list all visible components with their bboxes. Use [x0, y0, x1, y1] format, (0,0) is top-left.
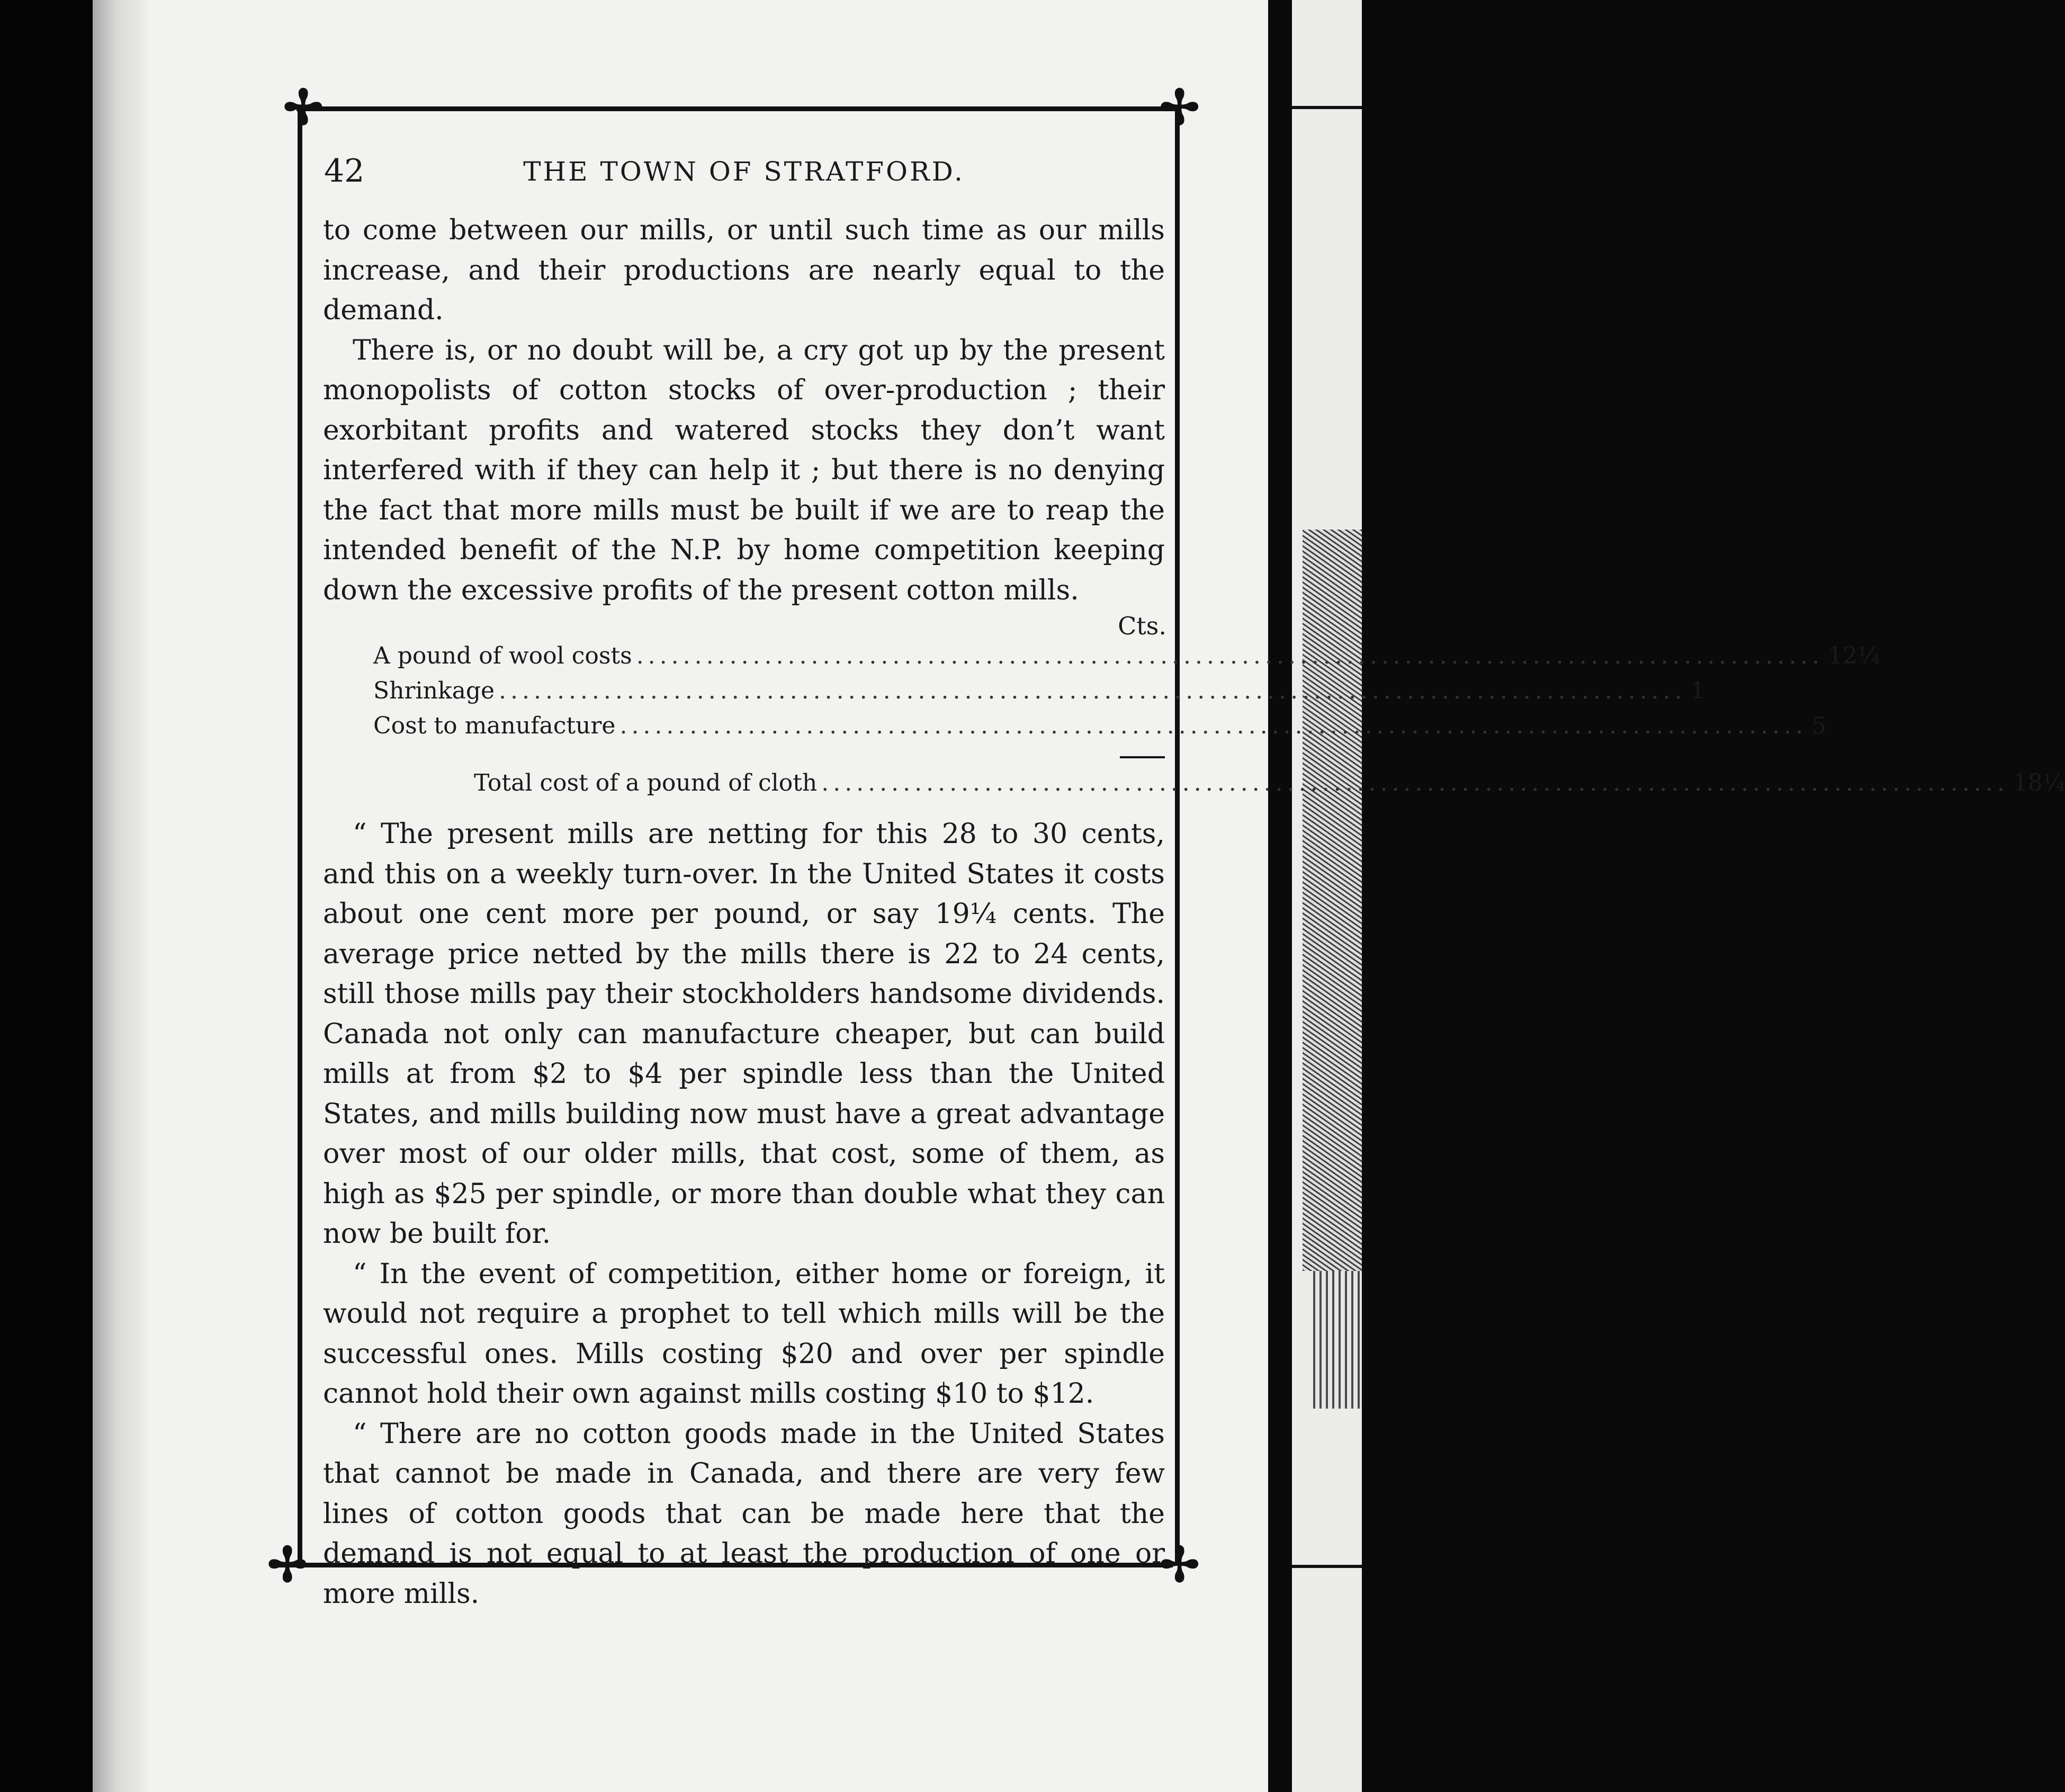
cost-row [373, 712, 1827, 739]
dot-leader: ...................................................................................................... [620, 712, 1808, 739]
page-number: 42 [324, 153, 365, 190]
cost-total-value: 18¼ [2013, 769, 2065, 796]
adjacent-page-fence-engraving [1313, 1271, 1362, 1409]
cost-total-row [474, 769, 2065, 796]
cost-row-label: A pound of wool costs [373, 642, 632, 669]
adjacent-page-fragment [1292, 0, 1362, 1792]
frame-right-rule [1175, 106, 1180, 1565]
adjacent-page-rule-top [1292, 106, 1362, 109]
quoted-paragraph: “ There are no cotton goods made in the United States that cannot be made in Canada, and there are very few lines of cotton goods that can be made here that the demand is not equal to at least the production of one or more mills. [323, 1418, 1165, 1610]
frame-top-rule [297, 106, 1180, 111]
adjacent-page-rule-bottom [1292, 1565, 1362, 1568]
quoted-paragraph: “ In the event of competition, either home or foreign, it would not require a prophet to tell which mills will be the successful ones. Mills costing $20 and over per spindle cannot hold their own against mills costing $10 to $12. [323, 1258, 1165, 1410]
paragraph: There is, or no doubt will be, a cry got up by the present monopolists of cotton stocks of over-production ; their exorbitant profits and watered stocks they don’t want interfered with if they can help it ; but there is no denying the fact that more mills must be built if we are to reap the intended benefit of the N.P. by home competition keeping down the excessive profits of the present cotton mills. [323, 334, 1165, 606]
cost-total-label: Total cost of a pound of cloth [474, 769, 818, 796]
frame-corner-ornament-bottom-left: ✢ [267, 1537, 308, 1593]
cost-row-label: Cost to manufacture [373, 712, 616, 739]
running-head [323, 143, 1165, 191]
scan-gutter [1268, 0, 1292, 1792]
sum-rule [1120, 756, 1165, 758]
frame-corner-ornament-bottom-right: ✢ [1160, 1537, 1200, 1593]
cost-unit-header: Cts. [1118, 612, 1166, 640]
quoted-paragraph: “ The present mills are netting for this 28 to 30 cents, and this on a weekly turn-over. In the United States it costs about one cent more per pound, or say 19¼ cents. The average price netted by the mills there is 22 to 24 cents, still those mills pay their stockholders handsome dividends. Canada not only can manufacture cheaper, but can build mills at from $2 to $4 per spindle less than the United States, and mills building now must have a great advantage over most of our older mills, that cost, some of them, as high as $25 per spindle, or more than double what they can now be built for. [323, 818, 1165, 1250]
cost-row-value: 1 [1690, 677, 1705, 704]
cost-row [373, 677, 1705, 704]
dot-leader: ...................................................................................................... [636, 642, 1824, 669]
frame-left-rule [298, 106, 302, 1565]
frame-corner-ornament-top-left: ✢ [283, 79, 324, 136]
paragraph: to come between our mills, or until such time as our mills increase, and their productions are nearly equal to the demand. [323, 214, 1165, 326]
frame-corner-ornament-top-right: ✢ [1160, 79, 1200, 136]
page-title: THE TOWN OF STRATFORD. [523, 156, 965, 187]
page-gutter-shadow [93, 0, 151, 1792]
page-text-block [323, 143, 2065, 1614]
cost-row-value: 12¼ [1828, 642, 1880, 669]
cost-row-value: 5 [1811, 712, 1827, 739]
cost-row-label: Shrinkage [373, 677, 495, 704]
scan-left-margin [0, 0, 93, 1792]
cost-row [373, 642, 1880, 669]
adjacent-page-engraving [1303, 530, 1362, 1271]
dot-leader: ...................................................................................................... [821, 769, 2009, 796]
dot-leader: ...................................................................................................... [499, 677, 1686, 704]
cost-table [323, 611, 2065, 814]
